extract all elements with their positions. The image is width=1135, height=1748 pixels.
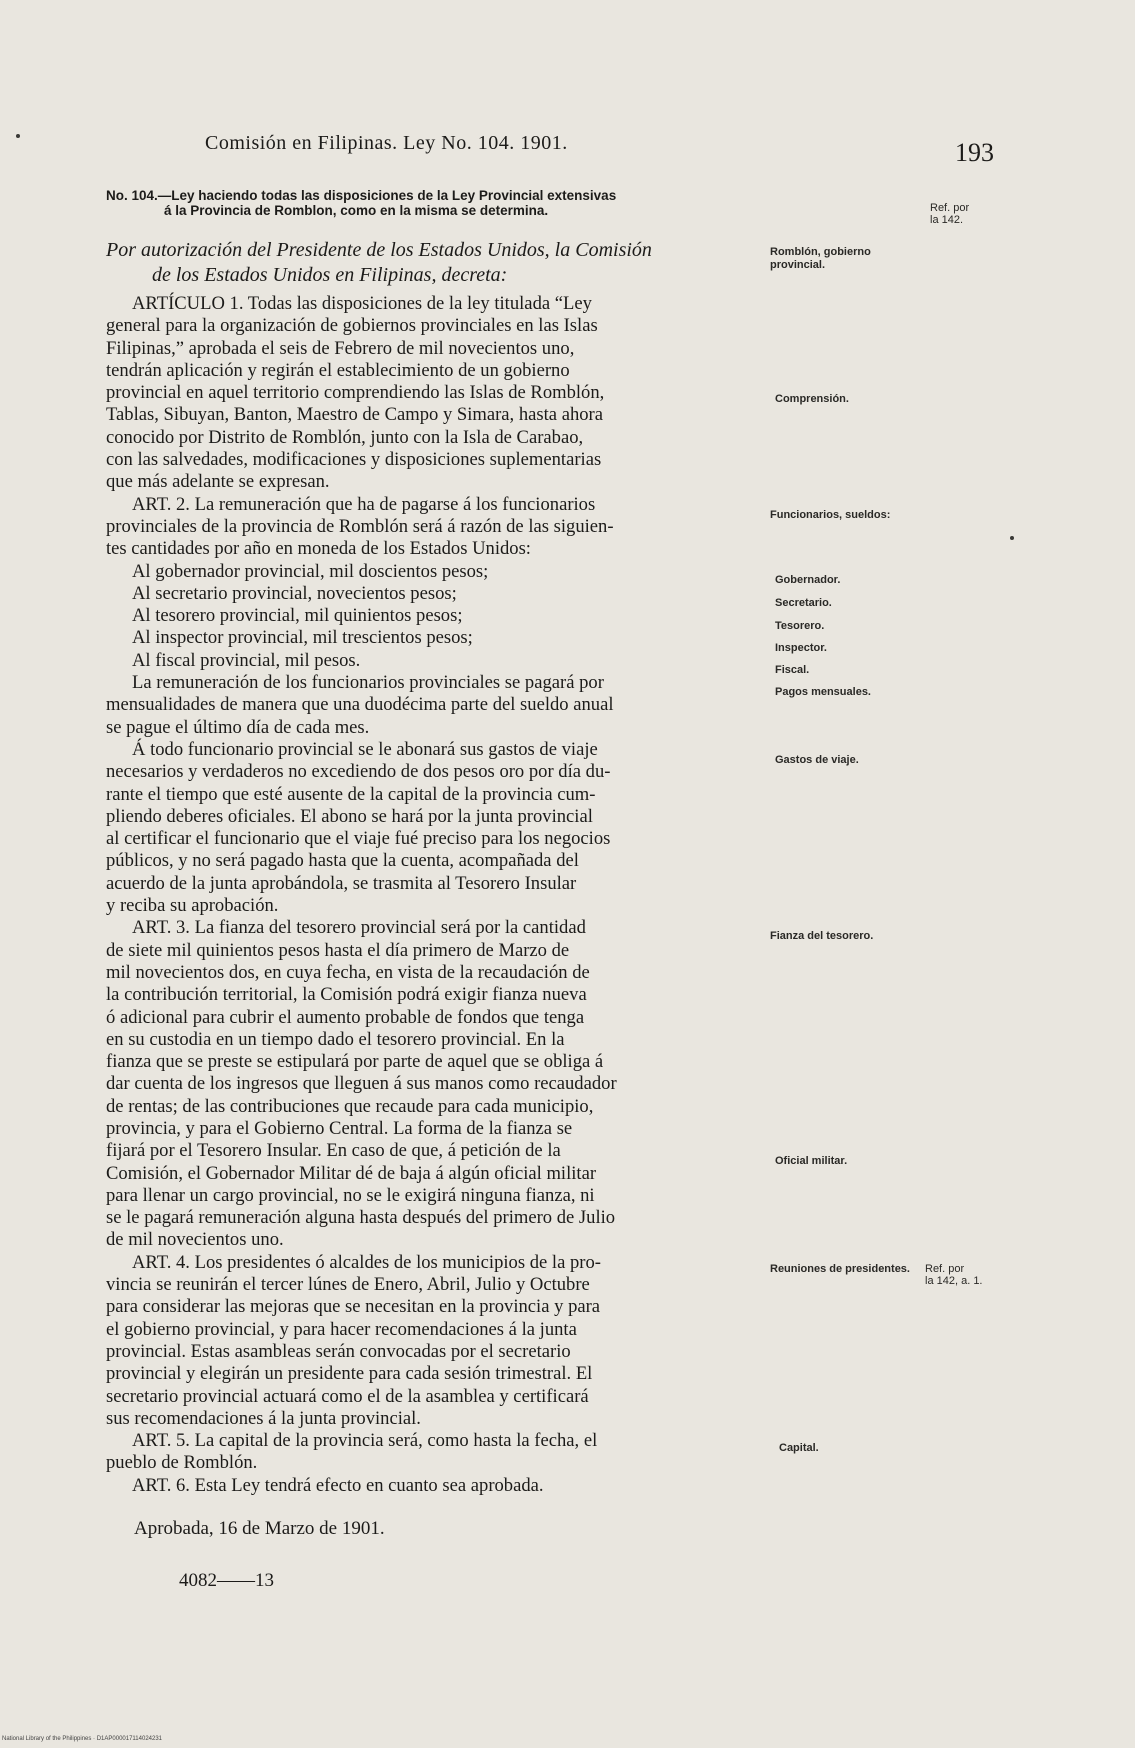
- body-line: Al fiscal provincial, mil pesos.: [132, 649, 361, 671]
- body-line: dar cuenta de los ingresos que lleguen á sus manos como recaudador: [106, 1073, 617, 1095]
- body-line: La remuneración de los funcionarios provinciales se pagará por: [132, 672, 604, 694]
- body-line: de siete mil quinientos pesos hasta el día primero de Marzo de: [106, 939, 570, 961]
- body-line: mil novecientos dos, en cuya fecha, en vista de la recaudación de: [106, 961, 590, 983]
- body-line: tes cantidades por año en moneda de los Estados Unidos:: [106, 538, 531, 560]
- body-line: provincial y elegirán un presidente para cada sesión trimestral. El: [106, 1363, 593, 1385]
- margin-note: Oficial militar.: [775, 1155, 848, 1167]
- body-line: tendrán aplicación y regirán el establecimiento de un gobierno: [106, 359, 570, 381]
- body-line: ART. 4. Los presidentes ó alcaldes de los municipios de la pro-: [132, 1251, 601, 1273]
- body-line: se pague el último día de cada mes.: [106, 716, 370, 738]
- enacting-clause-line: de los Estados Unidos en Filipinas, decreta:: [152, 264, 508, 286]
- page-number: 193: [955, 138, 994, 167]
- law-body: [106, 293, 751, 1497]
- margin-note: Secretario.: [775, 597, 832, 609]
- body-line: de mil novecientos uno.: [106, 1229, 284, 1251]
- margin-note: Capital.: [779, 1442, 819, 1454]
- body-line: el gobierno provincial, y para hacer recomendaciones á la junta: [106, 1318, 577, 1340]
- print-code: 4082——13: [179, 1570, 274, 1591]
- body-line: Á todo funcionario provincial se le abonará sus gastos de viaje: [132, 738, 598, 760]
- body-line: ART. 2. La remuneración que ha de pagarse á los funcionarios: [132, 493, 596, 515]
- margin-note: Comprensión.: [775, 393, 849, 405]
- margin-note: Funcionarios, sueldos:: [770, 509, 891, 521]
- body-line: al certificar el funcionario que el viaje fué preciso para los negocios: [106, 828, 611, 850]
- cross-reference-line: la 142, a. 1.: [925, 1275, 983, 1287]
- enacting-clause-line: Por autorización del Presidente de los Estados Unidos, la Comisión: [106, 239, 652, 261]
- cross-reference-line: Ref. por: [930, 202, 970, 214]
- body-line: Al tesorero provincial, mil quinientos pesos;: [132, 605, 463, 627]
- body-line: fianza que se preste se estipulará por parte de aquel que se obliga á: [106, 1051, 604, 1073]
- margin-note: Inspector.: [775, 642, 827, 654]
- body-line: provincial en aquel territorio comprendiendo las Islas de Romblón,: [106, 382, 605, 404]
- margin-note: Pagos mensuales.: [775, 686, 871, 698]
- body-line: se le pagará remuneración alguna hasta después del primero de Julio: [106, 1207, 616, 1229]
- body-line: conocido por Distrito de Romblón, junto con la Isla de Carabao,: [106, 426, 584, 448]
- body-line: Al secretario provincial, novecientos pesos;: [132, 582, 457, 604]
- body-line: vincia se reunirán el tercer lúnes de Enero, Abril, Julio y Octubre: [106, 1274, 590, 1296]
- body-line: general para la organización de gobiernos provinciales en las Islas: [106, 315, 598, 337]
- body-line: ARTÍCULO 1. Todas las disposiciones de la ley titulada “Ley: [132, 293, 592, 314]
- body-line: que más adelante se expresan.: [106, 471, 330, 493]
- cross-reference: [930, 202, 969, 226]
- cross-reference-line: la 142.: [930, 214, 964, 226]
- body-line: Filipinas,” aprobada el seis de Febrero de mil novecientos uno,: [106, 337, 575, 359]
- body-line: ART. 3. La fianza del tesorero provincial será por la cantidad: [132, 917, 586, 939]
- scan-speck: [16, 134, 20, 138]
- margin-note: Gobernador.: [775, 574, 841, 586]
- body-line: acuerdo de la junta aprobándola, se trasmita al Tesorero Insular: [106, 872, 577, 894]
- approval-date: Aprobada, 16 de Marzo de 1901.: [134, 1518, 385, 1539]
- body-line: públicos, y no será pagado hasta que la cuenta, acompañada del: [106, 850, 579, 872]
- body-line: mensualidades de manera que una duodécima parte del sueldo anual: [106, 694, 614, 716]
- body-line: secretario provincial actuará como el de la asamblea y certificará: [106, 1385, 589, 1407]
- body-line: Tablas, Sibuyan, Banton, Maestro de Campo y Simara, hasta ahora: [106, 404, 604, 426]
- enacting-clause: [106, 238, 652, 288]
- body-line: provincia, y para el Gobierno Central. La forma de la fianza se: [106, 1117, 573, 1139]
- body-line: provincial. Estas asambleas serán convocadas por el secretario: [106, 1340, 571, 1362]
- body-line: pliendo deberes oficiales. El abono se hará por la junta provincial: [106, 805, 593, 827]
- body-line: Comisión, el Gobernador Militar dé de baja á algún oficial militar: [106, 1162, 597, 1184]
- body-line: de rentas; de las contribuciones que recaude para cada municipio,: [106, 1095, 594, 1117]
- law-title-line: No. 104.—Ley haciendo todas las disposiciones de la Ley Provincial extensivas: [106, 188, 617, 203]
- cross-reference-line: Ref. por: [925, 1263, 965, 1275]
- law-title-line: á la Provincia de Romblon, como en la misma se determina.: [164, 203, 549, 218]
- margin-note: Romblón, gobierno provincial.: [770, 246, 871, 271]
- body-line: ó adicional para cubrir el aumento probable de fondos que tenga: [106, 1006, 585, 1028]
- body-line: Al inspector provincial, mil trescientos pesos;: [132, 627, 473, 649]
- body-line: ART. 6. Esta Ley tendrá efecto en cuanto sea aprobada.: [132, 1474, 544, 1496]
- scan-footer: National Library of the Philippines · D1AP000017114024231: [2, 1736, 162, 1742]
- body-line: y reciba su aprobación.: [106, 895, 279, 917]
- running-head: Comisión en Filipinas. Ley No. 104. 1901.: [205, 132, 568, 154]
- body-line: sus recomendaciones á la junta provincial.: [106, 1407, 421, 1429]
- body-line: necesarios y verdaderos no excediendo de dos pesos oro por día du-: [106, 761, 611, 783]
- margin-note: Fiscal.: [775, 664, 810, 676]
- margin-note: Gastos de viaje.: [775, 754, 859, 766]
- body-line: para considerar las mejoras que se necesitan en la provincia y para: [106, 1296, 601, 1318]
- scan-speck: [1010, 536, 1014, 540]
- body-line: la contribución territorial, la Comisión podrá exigir fianza nueva: [106, 984, 587, 1006]
- body-line: fijará por el Tesorero Insular. En caso de que, á petición de la: [106, 1140, 561, 1162]
- body-line: Al gobernador provincial, mil doscientos pesos;: [132, 560, 489, 582]
- margin-note: Tesorero.: [775, 620, 825, 632]
- body-line: provinciales de la provincia de Romblón será á razón de las siguien-: [106, 515, 614, 537]
- body-line: con las salvedades, modificaciones y disposiciones suplementarias: [106, 449, 602, 471]
- law-title: [106, 188, 616, 218]
- body-line: pueblo de Romblón.: [106, 1452, 258, 1474]
- body-line: ART. 5. La capital de la provincia será, como hasta la fecha, el: [132, 1430, 598, 1452]
- body-line: rante el tiempo que esté ausente de la capital de la provincia cum-: [106, 783, 596, 805]
- margin-note: Reuniones de presidentes.: [770, 1263, 910, 1275]
- cross-reference: [925, 1263, 983, 1287]
- margin-note: Fianza del tesorero.: [770, 930, 874, 942]
- body-line: en su custodia en un tiempo dado el tesorero provincial. En la: [106, 1028, 565, 1050]
- body-line: para llenar un cargo provincial, no se le exigirá ninguna fianza, ni: [106, 1184, 595, 1206]
